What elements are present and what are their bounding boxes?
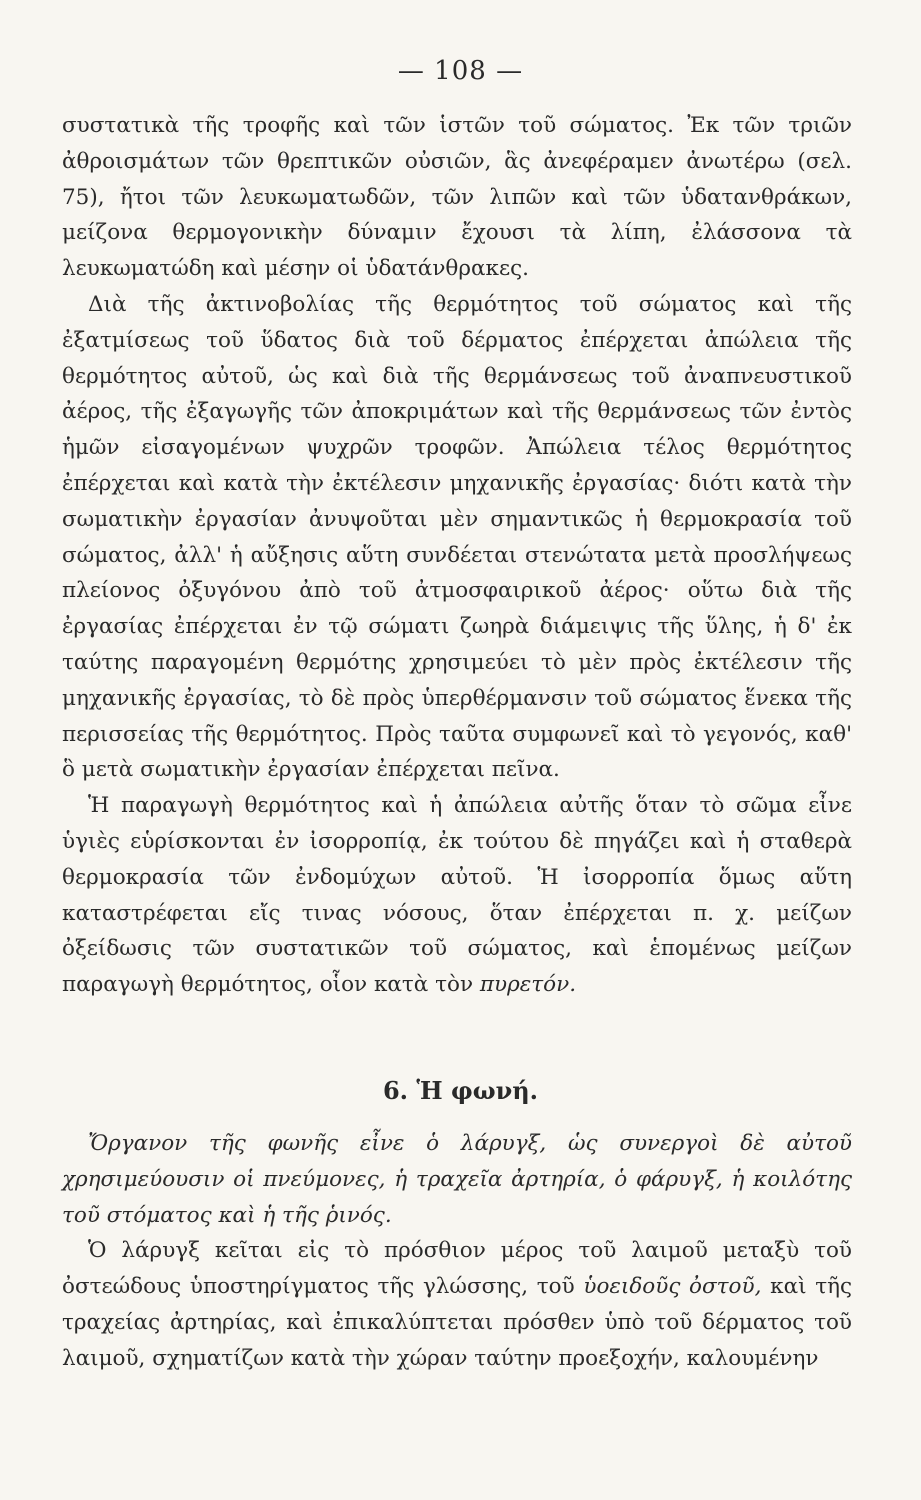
paragraph-5-text-b: καὶ τῆς τραχείας ἀρτηρίας, καὶ ἐπικαλύπτεται πρόσθεν ὑπὸ τοῦ δέρματος τοῦ λαιμοῦ, σχηματίζων κατὰ τὴν χώραν ταύτην προεξοχήν, καλουμένην [62,1274,853,1371]
section-heading: 6. Ἡ φωνή. [382,1076,539,1105]
text-block-bottom [62,1126,852,1377]
text-block-top [62,108,852,1003]
paragraph-5-text-a: Ὁ λάρυγξ κεῖται εἰς τὸ πρόσθιον μέρος τοῦ λαιμοῦ μεταξὺ τοῦ ὀστεώδους ὑποστηρίγματος τῆς γλώσσης, τοῦ [62,1238,852,1300]
paragraph-5 [62,1233,852,1376]
paragraph-4: Ὄργανον τῆς φωνῆς εἶνε ὁ λάρυγξ, ὡς συνεργοὶ δὲ αὐτοῦ χρησιμεύουσιν οἱ πνεύμονες, ἡ τραχεῖα ἀρτηρία, ὁ φάρυγξ, ἡ κοιλότης τοῦ στόματος καὶ ἡ τῆς ῥινός. [62,1131,852,1228]
paragraph-3-italic: πυρετόν. [479,972,577,998]
paragraph-3 [62,788,852,1003]
paragraph-1: συστατικὰ τῆς τροφῆς καὶ τῶν ἱστῶν τοῦ σώματος. Ἐκ τῶν τριῶν ἀθροισμάτων τῶν θρεπτικῶν οὐσιῶν, ἃς ἀνεφέραμεν ἀνωτέρω (σελ. 75), ἤτοι τῶν λευκωματωδῶν, τῶν λιπῶν καὶ τῶν ὑδατανθράκων, μείζονα θερμογονικὴν δύναμιν ἔχουσι τὰ λίπη, ἐλάσσονα τὰ λευκωματώδη καὶ μέσην οἱ ὑδατάνθρακες. [62,113,852,282]
paragraph-5-italic: ὑοειδοῦς ὀστοῦ, [583,1274,762,1300]
page-number: — 108 — [397,56,524,86]
paragraph-3-text: Ἡ παραγωγὴ θερμότητος καὶ ἡ ἀπώλεια αὐτῆς ὅταν τὸ σῶμα εἶνε ὑγιὲς εὑρίσκονται ἐν ἰσορροπίᾳ, ἐκ τούτου δὲ πηγάζει καὶ ἡ σταθερὰ θερμοκρασία τῶν ἐνδομύχων αὐτοῦ. Ἡ ἰσορροπία ὅμως αὕτη καταστρέφεται εἴς τινας νόσους, ὅταν ἐπέρχεται π. χ. μείζων ὀξείδωσις τῶν συστατικῶν τοῦ σώματος, καὶ ἑπομένως μείζων παραγωγὴ θερμότητος, οἷον κατὰ τὸν [62,793,852,998]
paragraph-2: Διὰ τῆς ἀκτινοβολίας τῆς θερμότητος τοῦ σώματος καὶ τῆς ἐξατμίσεως τοῦ ὕδατος διὰ τοῦ δέρματος ἐπέρχεται ἀπώλεια τῆς θερμότητος αὐτοῦ, ὡς καὶ διὰ τῆς θερμάνσεως τοῦ ἀναπνευστικοῦ ἀέρος, τῆς ἐξαγωγῆς τῶν ἀποκριμάτων καὶ τῆς θερμάνσεως τῶν ἐντὸς ἡμῶν εἰσαγομένων ψυχρῶν τροφῶν. Ἀπώλεια τέλος θερμότητος ἐπέρχεται καὶ κατὰ τὴν ἐκτέλεσιν μηχανικῆς ἐργασίας· διότι κατὰ τὴν σωματικὴν ἐργασίαν ἀνυψοῦται μὲν σημαντικῶς ἡ θερμοκρασία τοῦ σώματος, ἀλλ' ἡ αὔξησις αὕτη συνδέεται στενώτατα μετὰ προσλήψεως πλείονος ὀξυγόνου ἀπὸ τοῦ ἀτμοσφαιρικοῦ ἀέρος· οὕτω διὰ τῆς ἐργασίας ἐπέρχεται ἐν τῷ σώματι ζωηρὰ διάμειψις τῆς ὕλης, ἡ δ' ἐκ ταύτης παραγομένη θερμότης χρησιμεύει τὸ μὲν πρὸς ἐκτέλεσιν τῆς μηχανικῆς ἐργασίας, τὸ δὲ πρὸς ὑπερθέρμανσιν τοῦ σώματος ἕνεκα τῆς περισσείας τῆς θερμότητος. Πρὸς ταῦτα συμφωνεῖ καὶ τὸ γεγονός, καθ' ὃ μετὰ σωματικὴν ἐργασίαν ἐπέρχεται πεῖνα. [62,291,852,783]
